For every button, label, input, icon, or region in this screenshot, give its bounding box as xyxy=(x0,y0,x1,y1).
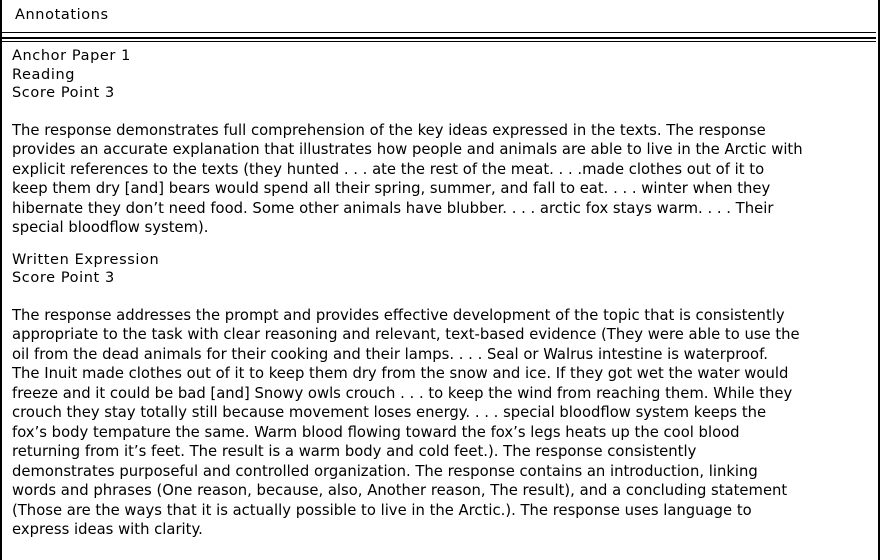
section-divider xyxy=(2,37,876,42)
paragraph-line: fox’s body tempature the same. Warm blood flowing toward the fox’s legs heats up the cool blood xyxy=(12,423,740,441)
reading-section xyxy=(12,47,870,238)
paragraph-line: The response demonstrates full comprehension of the key ideas expressed in the texts. The response xyxy=(12,121,766,139)
written-expression-annotation-paragraph xyxy=(12,306,870,540)
paragraph-line: express ideas with clarity. xyxy=(12,521,203,538)
anchor-paper-label: Anchor Paper 1 xyxy=(12,48,132,64)
annotations-header xyxy=(2,0,876,33)
paragraph-line: (Those are the ways that it is actually possible to live in the Arctic.). The response uses language to xyxy=(12,501,752,519)
reading-score-point: Score Point 3 xyxy=(12,85,115,101)
paragraph-line: provides an accurate explanation that illustrates how people and animals are able to live in the Arctic with xyxy=(12,141,803,158)
paragraph-line: oil from the dead animals for their cooking and their lamps. . . . Seal or Walrus intestine is waterproof. xyxy=(12,345,768,363)
paragraph-line: freeze and it could be bad [and] Snowy owls crouch . . . to keep the wind from reaching them. While they xyxy=(12,384,793,402)
page-title: Annotations xyxy=(15,7,109,23)
paragraph-line: words and phrases (One reason, because, also, Another reason, The result), and a concluding statement xyxy=(12,482,788,499)
reading-label: Reading xyxy=(12,66,76,83)
paragraph-line: special bloodflow system). xyxy=(12,219,209,236)
paragraph-line: explicit references to the texts (they hunted . . . ate the rest of the meat. . . .made clothes out of it to xyxy=(12,160,765,178)
written-expression-label: Written Expression xyxy=(12,251,160,268)
paragraph-line: hibernate they don’t need food. Some other animals have blubber. . . . arctic fox stays warm. . . . Their xyxy=(12,199,774,217)
paragraph-line: appropriate to the task with clear reasoning and relevant, text-based evidence (They were able to use the xyxy=(12,326,800,343)
paragraph-line: returning from it’s feet. The result is a warm body and cold feet.). The response consistently xyxy=(12,443,697,460)
written-expression-section xyxy=(12,251,870,540)
paragraph-line: The Inuit made clothes out of it to keep them dry from the snow and ice. If they got wet the water would xyxy=(12,365,789,382)
paragraph-line: demonstrates purposeful and controlled organization. The response contains an introduction, linking xyxy=(12,462,758,480)
written-expression-score-point: Score Point 3 xyxy=(12,270,115,286)
annotation-content xyxy=(12,47,870,540)
paragraph-line: The response addresses the prompt and provides effective development of the topic that is consistently xyxy=(12,306,785,324)
paragraph-line: crouch they stay totally still because movement loses energy. . . . special bloodflow system keeps the xyxy=(12,404,767,421)
paragraph-line: keep them dry [and] bears would spend all their spring, summer, and fall to eat. . . . winter when they xyxy=(12,180,771,197)
reading-annotation-paragraph xyxy=(12,121,870,238)
